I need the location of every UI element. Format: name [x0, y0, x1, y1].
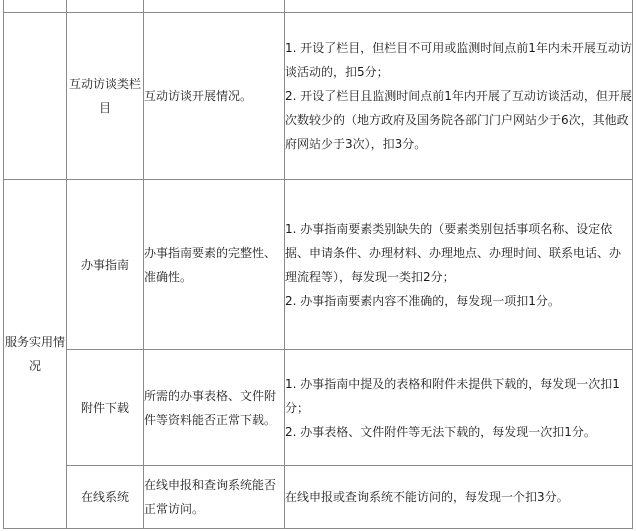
content-cell — [144, 180, 285, 350]
rules-cell — [285, 350, 633, 466]
table-row — [4, 0, 633, 13]
content-cell — [144, 466, 285, 529]
category-cell — [4, 0, 67, 13]
content-cell — [144, 350, 285, 466]
subcategory-text: 互动访谈类栏目 — [68, 77, 141, 115]
rule-item: 2. 办事指南要素内容不准确的，每发现一项扣1分。 — [285, 293, 560, 308]
rule-item: 2. 开设了栏目且监测时间点前1年内开展了互动访谈活动，但开展次数较少的（地方政府及国务院各部门门户网站少于6次，其他政府网站少于3次），扣3分。 — [285, 89, 632, 151]
subcategory-text: 办事指南 — [80, 257, 129, 272]
subcategory-text: 在线系统 — [80, 490, 129, 504]
rule-item: 在线申报或查询系统不能访问的，每发现一个扣3分。 — [285, 490, 569, 504]
subcategory-cell — [67, 0, 144, 13]
rule-item: 2. 办事表格、文件附件等无法下载的，每发现一次扣1分。 — [285, 424, 596, 439]
subcategory-cell — [67, 466, 144, 529]
content-text: 办事指南要素的完整性、准确性。 — [144, 245, 277, 284]
category-cell — [4, 13, 67, 180]
rules-cell — [285, 180, 633, 350]
content-text: 所需的办事表格、文件附件等资料能否正常下载。 — [144, 388, 277, 427]
subcategory-cell — [67, 13, 144, 180]
table-row — [4, 13, 633, 180]
category-text: 服务实用情况 — [4, 335, 65, 373]
rules-cell — [285, 0, 633, 13]
content-cell — [144, 13, 285, 180]
rules-cell — [285, 466, 633, 529]
rule-item: 1. 开设了栏目，但栏目不可用或监测时间点前1年内未开展互动访谈活动的，扣5分； — [285, 41, 632, 79]
rule-item: 1. 办事指南中提及的表格和附件未提供下载的，每发现一次扣1分； — [285, 376, 620, 415]
category-cell — [4, 180, 67, 529]
table-row — [4, 350, 633, 466]
rules-cell — [285, 13, 633, 180]
table-row — [4, 466, 633, 529]
evaluation-table — [3, 0, 633, 529]
rule-item: 1. 办事指南要素类别缺失的（要素类别包括事项名称、设定依据、申请条件、办理材料、办理地点、办理时间、联系电话、办理流程等），每发现一类扣2分； — [285, 221, 622, 284]
subcategory-cell — [67, 180, 144, 350]
content-text: 互动访谈开展情况。 — [144, 89, 253, 103]
subcategory-cell — [67, 350, 144, 466]
content-cell — [144, 0, 285, 13]
table-row — [4, 180, 633, 350]
subcategory-text: 附件下载 — [80, 400, 129, 415]
content-text: 在线申报和查询系统能否正常访问。 — [144, 478, 277, 516]
